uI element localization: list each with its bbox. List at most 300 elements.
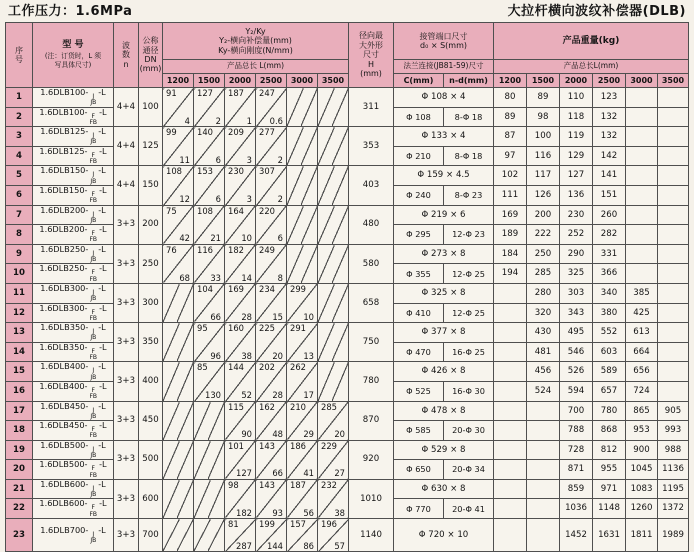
model-variant-bottom: FB <box>89 275 98 283</box>
y2-value: 164 <box>228 205 244 216</box>
model-base: 1.6DLB400- <box>39 381 88 391</box>
model-base: 1.6DLB700- <box>40 524 89 535</box>
y2ky-cell <box>256 88 287 127</box>
weight-cell: 594 <box>560 381 593 401</box>
row-number: 1 <box>6 88 33 108</box>
ky-value: 144 <box>267 540 283 551</box>
y2ky-empty-cell <box>287 244 318 283</box>
weight-col-3000: 3000 <box>626 74 658 88</box>
model-variant-top: J <box>92 288 95 296</box>
y2ky-cell <box>225 362 256 401</box>
y2ky-empty-cell <box>318 283 349 322</box>
weight-cell: 250 <box>527 244 560 264</box>
ky-value: 41 <box>303 468 314 479</box>
flange-c-cell: Φ 108 <box>394 107 444 127</box>
weight-cell: 664 <box>626 342 658 362</box>
model-suffix: -L <box>98 440 106 450</box>
page-titlebar <box>0 0 694 22</box>
weight-cell: 1195 <box>658 479 689 499</box>
weight-cell <box>658 342 689 362</box>
col-header-pipe <box>394 23 494 60</box>
model-suffix: -L <box>98 165 106 176</box>
wave-count-cell: 3+3 <box>114 283 139 322</box>
weight-cell: 865 <box>626 401 658 421</box>
model-variant-top: F <box>91 308 95 316</box>
weight-cell <box>527 421 560 441</box>
y2-value: 95 <box>197 323 208 334</box>
row-number: 18 <box>6 421 33 441</box>
table-row <box>6 244 689 264</box>
col-header-wave <box>114 23 139 88</box>
col-header-model <box>33 23 114 88</box>
y2-value: 157 <box>290 519 306 530</box>
weight-cell: 142 <box>593 146 626 166</box>
h-label-4: H <box>367 59 374 69</box>
model-base: 1.6DLB150- <box>39 185 88 195</box>
weight-cell <box>658 225 689 245</box>
ky-value: 17 <box>303 390 314 401</box>
pipe-title-1: 接管端口尺寸 <box>419 31 468 41</box>
y2ky-cell <box>287 323 318 362</box>
dn-label-3: DN <box>144 55 157 64</box>
ky-value: 66 <box>272 468 283 479</box>
model-cell <box>33 342 114 362</box>
weight-cell: 169 <box>494 205 527 225</box>
row-number: 11 <box>6 283 33 303</box>
weight-cell <box>658 146 689 166</box>
weight-cell: 100 <box>527 127 560 147</box>
model-base: 1.6DLB125- <box>39 146 88 156</box>
model-variant-top: J <box>92 132 95 140</box>
seq-label-1: 序 <box>15 45 23 55</box>
flange-nd-cell: 12-Φ 23 <box>444 225 494 245</box>
model-suffix: -L <box>99 263 107 274</box>
model-variant-top: F <box>91 386 95 394</box>
model-variant-bottom: JB <box>90 334 97 342</box>
length-col-1500: 1500 <box>194 74 225 88</box>
model-variant-top: J <box>92 171 95 179</box>
weight-cell: 141 <box>593 166 626 186</box>
model-cell <box>33 264 114 284</box>
model-variant-top: F <box>91 230 95 238</box>
row-number: 23 <box>6 519 33 552</box>
weight-cell: 728 <box>560 440 593 460</box>
model-variant-stack <box>90 486 96 499</box>
weight-cell: 1036 <box>560 499 593 519</box>
weight-cell: 456 <box>527 362 560 382</box>
model-note-1: (注：订货时，L 须 <box>44 51 102 60</box>
ky-value: 0.6 <box>269 115 283 126</box>
model-cell <box>33 479 114 499</box>
wave-count-cell: 3+3 <box>114 440 139 479</box>
weight-cell: 1811 <box>626 519 658 552</box>
y2ky-empty-cell <box>287 205 318 244</box>
ky-value: 10 <box>303 311 314 322</box>
h-cell: 920 <box>349 440 394 479</box>
spec-table-wrapper <box>5 22 689 552</box>
model-variant-top: F <box>91 347 95 355</box>
weight-cell: 285 <box>527 264 560 284</box>
ky-value: 56 <box>303 507 314 518</box>
wave-label-3: n <box>123 59 129 69</box>
y2ky-empty-cell <box>163 479 194 518</box>
y2-value: 108 <box>197 205 213 216</box>
y2-value: 99 <box>166 127 177 138</box>
weight-cell: 812 <box>593 440 626 460</box>
weight-cell <box>626 107 658 127</box>
ky-line: Ky-横向刚度(N/mm) <box>218 45 293 55</box>
model-cell <box>33 146 114 166</box>
ky-value: 2 <box>277 194 283 205</box>
y2-value: 76 <box>166 244 177 255</box>
y2ky-empty-cell <box>163 440 194 479</box>
model-suffix: -L <box>99 146 107 156</box>
pipe-size-cell: Φ 273 × 8 <box>394 244 494 264</box>
weight-cell: 430 <box>527 323 560 343</box>
pipe-size-cell: Φ 630 × 8 <box>394 479 494 499</box>
h-cell: 750 <box>349 323 394 362</box>
y2ky-empty-cell <box>318 88 349 127</box>
model-variant-bottom: JB <box>90 295 97 303</box>
weight-cell: 993 <box>658 421 689 441</box>
weight-cell <box>494 499 527 519</box>
ky-value: 20 <box>334 429 345 440</box>
weight-cell: 1452 <box>560 519 593 552</box>
model-cell <box>33 381 114 401</box>
model-base: 1.6DLB500- <box>40 440 89 450</box>
weight-cell: 859 <box>560 479 593 499</box>
table-row <box>6 519 689 552</box>
weight-cell: 260 <box>593 205 626 225</box>
model-cell <box>33 88 114 108</box>
model-note-2: 写具体尺寸) <box>54 61 92 70</box>
row-number: 8 <box>6 225 33 245</box>
h-label-5: (mm) <box>360 69 382 79</box>
model-variant-stack <box>90 172 96 185</box>
model-variant-bottom: FB <box>89 197 98 205</box>
model-variant-stack <box>89 153 97 166</box>
model-suffix: -L <box>98 244 106 254</box>
y2ky-cell <box>256 205 287 244</box>
seq-label-2: 号 <box>15 55 23 64</box>
model-variant-stack <box>90 251 96 264</box>
weight-cell: 1045 <box>626 460 658 480</box>
y2-value: 101 <box>228 440 244 451</box>
weight-cell: 102 <box>494 166 527 186</box>
col-header-y2ky <box>163 23 349 60</box>
weight-cell: 290 <box>560 244 593 264</box>
model-variant-top: F <box>91 426 95 434</box>
model-variant-top: J <box>92 530 95 538</box>
weight-cell <box>527 479 560 499</box>
y2-value: 143 <box>259 479 275 490</box>
ky-value: 8 <box>277 272 283 283</box>
weight-cell <box>658 107 689 127</box>
y2ky-cell <box>225 283 256 322</box>
weight-cell: 871 <box>560 460 593 480</box>
y2ky-title: Y₂/Ky <box>245 26 266 36</box>
weight-col-2500: 2500 <box>593 74 626 88</box>
y2-value: 229 <box>321 440 337 451</box>
weight-cell: 189 <box>494 225 527 245</box>
weight-cell: 194 <box>494 264 527 284</box>
weight-cell: 303 <box>560 283 593 303</box>
col-header-seq <box>6 23 33 88</box>
weight-cell <box>658 244 689 264</box>
weight-cell: 546 <box>560 342 593 362</box>
y2-value: 210 <box>290 401 306 412</box>
model-variant-stack <box>90 133 96 146</box>
y2ky-cell <box>163 88 194 127</box>
weight-cell: 366 <box>593 264 626 284</box>
pipe-size-cell: Φ 219 × 6 <box>394 205 494 225</box>
flange-c-cell: Φ 650 <box>394 460 444 480</box>
weight-cell <box>626 185 658 205</box>
weight-cell <box>527 440 560 460</box>
y2-value: 140 <box>197 127 213 138</box>
pipe-size-cell: Φ 159 × 4.5 <box>394 166 494 186</box>
y2ky-cell <box>194 323 225 362</box>
y2ky-cell <box>225 88 256 127</box>
model-suffix: -L <box>99 224 107 235</box>
y2ky-cell <box>163 127 194 166</box>
dn-cell: 350 <box>139 323 163 362</box>
model-base: 1.6DLB250- <box>39 263 88 274</box>
model-cell <box>33 401 114 421</box>
model-variant-bottom: JB <box>90 138 97 146</box>
y2ky-cell <box>225 519 256 552</box>
table-row <box>6 127 689 147</box>
model-suffix: -L <box>98 205 106 215</box>
y2ky-cell <box>225 244 256 283</box>
model-variant-top: F <box>91 190 95 198</box>
row-number: 4 <box>6 146 33 166</box>
y2-value: 186 <box>290 440 306 451</box>
y2-value: 143 <box>259 440 275 451</box>
y2ky-empty-cell <box>287 88 318 127</box>
model-suffix: -L <box>98 283 106 293</box>
weight-cell <box>494 479 527 499</box>
weight-cell: 126 <box>527 185 560 205</box>
y2ky-cell <box>163 205 194 244</box>
weight-cell: 425 <box>626 303 658 323</box>
weight-cell <box>658 303 689 323</box>
flange-nd-cell: 16-Φ 30 <box>444 381 494 401</box>
model-variant-top: J <box>92 328 95 336</box>
y2-value: 262 <box>290 362 306 373</box>
model-base: 1.6DLB450- <box>39 420 88 431</box>
spec-table <box>5 22 689 552</box>
row-number: 10 <box>6 264 33 284</box>
table-row <box>6 323 689 343</box>
wave-count-cell: 3+3 <box>114 479 139 518</box>
weight-cell <box>494 401 527 421</box>
model-cell <box>33 244 114 264</box>
row-number: 12 <box>6 303 33 323</box>
y2ky-cell <box>287 362 318 401</box>
flange-c-col: C(mm) <box>394 74 444 88</box>
y2-value: 108 <box>166 166 182 177</box>
y2ky-cell <box>256 166 287 205</box>
y2-value: 232 <box>321 479 337 490</box>
weight-cell: 953 <box>626 421 658 441</box>
weight-cell: 1372 <box>658 499 689 519</box>
model-variant-stack <box>90 329 96 342</box>
row-number: 22 <box>6 499 33 519</box>
flange-c-cell: Φ 355 <box>394 264 444 284</box>
weight-cell: 116 <box>527 146 560 166</box>
pipe-size-cell: Φ 108 × 4 <box>394 88 494 108</box>
weight-cell: 656 <box>626 362 658 382</box>
model-base: 1.6DLB200- <box>40 205 89 215</box>
model-cell <box>33 499 114 519</box>
ky-value: 6 <box>277 233 283 244</box>
weight-cell <box>658 166 689 186</box>
row-number: 20 <box>6 460 33 480</box>
model-variant-bottom: FB <box>89 158 98 166</box>
y2-value: 234 <box>259 283 275 294</box>
weight-col-1200: 1200 <box>494 74 527 88</box>
weight-cell: 481 <box>527 342 560 362</box>
dn-cell: 500 <box>139 440 163 479</box>
model-variant-bottom: FB <box>89 236 98 244</box>
model-variant-bottom: JB <box>90 373 97 381</box>
flange-c-cell: Φ 770 <box>394 499 444 519</box>
y2ky-cell <box>256 479 287 518</box>
flange-nd-cell: 8-Φ 18 <box>444 146 494 166</box>
weight-cell: 129 <box>560 146 593 166</box>
ky-value: 1 <box>246 115 252 126</box>
h-cell: 353 <box>349 127 394 166</box>
weight-cell: 320 <box>527 303 560 323</box>
weight-cell <box>626 244 658 264</box>
model-base: 1.6DLB500- <box>39 459 88 470</box>
ky-value: 12 <box>179 194 190 205</box>
model-cell <box>33 283 114 303</box>
model-suffix: -L <box>98 126 106 137</box>
model-base: 1.6DLB125- <box>40 126 89 137</box>
weight-cell: 526 <box>560 362 593 382</box>
model-suffix: -L <box>98 479 106 489</box>
ky-value: 90 <box>241 429 252 440</box>
model-cell <box>33 185 114 205</box>
col-header-flange: 法兰连接(JB81-59)尺寸 <box>394 60 494 74</box>
y2ky-empty-cell <box>194 401 225 440</box>
ky-value: 38 <box>241 350 252 361</box>
weight-cell: 325 <box>560 264 593 284</box>
weight-cell: 136 <box>560 185 593 205</box>
model-base: 1.6DLB200- <box>39 224 88 235</box>
weight-cell: 117 <box>527 166 560 186</box>
flange-nd-cell: 12-Φ 25 <box>444 264 494 284</box>
y2-value: 277 <box>259 127 275 138</box>
y2ky-cell <box>287 283 318 322</box>
weight-cell <box>658 362 689 382</box>
h-cell: 870 <box>349 401 394 440</box>
y2-value: 196 <box>321 519 337 530</box>
dn-label-4: (mm) <box>139 64 162 74</box>
model-variant-stack <box>89 231 97 244</box>
model-cell <box>33 323 114 343</box>
col-header-length-left: 产品总长 L(mm) <box>163 60 349 74</box>
ky-value: 127 <box>236 468 252 479</box>
y2ky-cell <box>225 205 256 244</box>
pipe-size-cell: Φ 377 × 8 <box>394 323 494 343</box>
model-variant-top: F <box>91 151 95 159</box>
weight-cell: 524 <box>527 381 560 401</box>
y2ky-cell <box>194 127 225 166</box>
model-cell <box>33 205 114 225</box>
length-col-2000: 2000 <box>225 74 256 88</box>
y2ky-empty-cell <box>318 323 349 362</box>
model-cell <box>33 440 114 460</box>
h-label-3: 尺寸 <box>363 50 379 60</box>
weight-cell <box>527 519 560 552</box>
weight-cell: 700 <box>560 401 593 421</box>
y2-value: 104 <box>197 283 213 294</box>
wave-label-2: 数 <box>122 50 130 60</box>
col-header-length-right: 产品总长L(mm) <box>494 60 689 74</box>
model-suffix: -L <box>98 361 106 372</box>
weight-cell <box>494 381 527 401</box>
ky-value: 48 <box>272 429 283 440</box>
weight-cell: 495 <box>560 323 593 343</box>
y2-value: 98 <box>228 479 239 490</box>
model-variant-bottom: FB <box>89 314 98 322</box>
weight-cell: 900 <box>626 440 658 460</box>
weight-cell: 184 <box>494 244 527 264</box>
row-number: 7 <box>6 205 33 225</box>
y2ky-cell <box>225 166 256 205</box>
ky-value: 10 <box>241 233 252 244</box>
model-suffix: -L <box>98 87 106 97</box>
dn-cell: 100 <box>139 88 163 127</box>
model-variant-top: J <box>92 249 95 257</box>
y2-value: 225 <box>259 323 275 334</box>
model-cell <box>33 421 114 441</box>
weight-cell: 80 <box>494 88 527 108</box>
y2-value: 307 <box>259 166 275 177</box>
y2-value: 182 <box>228 244 244 255</box>
model-variant-bottom: FB <box>89 510 98 518</box>
pipe-size-cell: Φ 426 × 8 <box>394 362 494 382</box>
pipe-size-cell: Φ 529 × 8 <box>394 440 494 460</box>
dn-cell: 125 <box>139 127 163 166</box>
weight-cell: 971 <box>593 479 626 499</box>
flange-c-cell: Φ 240 <box>394 185 444 205</box>
y2ky-cell <box>163 244 194 283</box>
weight-cell <box>626 205 658 225</box>
dn-cell: 450 <box>139 401 163 440</box>
ky-value: 2 <box>277 154 283 165</box>
y2ky-cell <box>225 479 256 518</box>
h-label-2: 大外形 <box>359 40 383 50</box>
y2ky-empty-cell <box>318 205 349 244</box>
y2-value: 116 <box>197 244 213 255</box>
ky-value: 14 <box>241 272 252 283</box>
weight-cell <box>494 283 527 303</box>
model-variant-top: F <box>91 112 95 120</box>
weight-cell: 724 <box>626 381 658 401</box>
model-variant-bottom: JB <box>90 177 97 185</box>
y2ky-cell <box>225 127 256 166</box>
row-number: 13 <box>6 323 33 343</box>
weight-cell: 552 <box>593 323 626 343</box>
flange-c-cell: Φ 410 <box>394 303 444 323</box>
model-base: 1.6DLB100- <box>39 107 88 117</box>
weight-cell <box>626 127 658 147</box>
y2ky-cell <box>194 362 225 401</box>
